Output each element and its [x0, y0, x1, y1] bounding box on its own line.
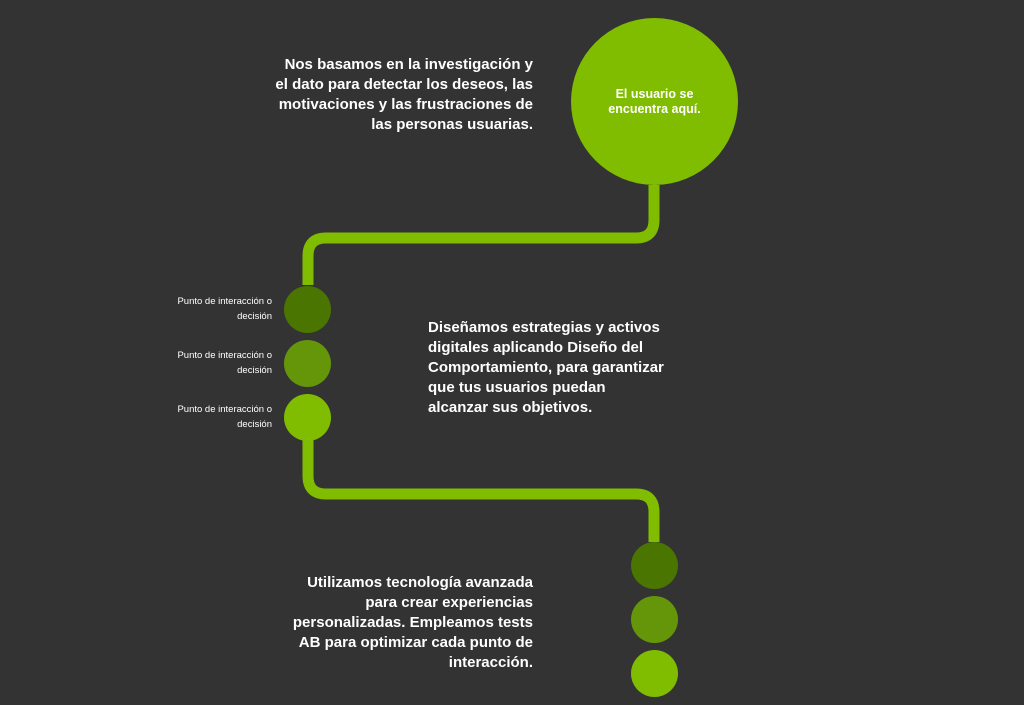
design-description: Diseñamos estrategias y activos digitales aplicando Diseño del Comportamiento, para garantizar que tus usuarios puedan alcanzar sus objetivos. — [428, 319, 664, 416]
path-segment-bottom — [308, 440, 654, 542]
interaction-point-label-1: Punto de interacción o decisión — [177, 296, 272, 322]
user-location-label: El usuario se encuentra aquí. — [608, 86, 701, 116]
optimization-dot-1 — [631, 542, 678, 589]
interaction-point-label-3: Punto de interacción o decisión — [177, 404, 272, 430]
optimization-dot-3 — [631, 650, 678, 697]
interaction-point-label-2: Punto de interacción o decisión — [177, 350, 272, 376]
research-description: Nos basamos en la investigación y el dato para detectar los deseos, las motivaciones y las frustraciones de las personas usuarias. — [275, 56, 533, 133]
optimization-dot-2 — [631, 596, 678, 643]
user-location-circle — [571, 18, 738, 185]
interaction-point-dot-2 — [284, 340, 331, 387]
path-segment-top — [308, 185, 654, 285]
interaction-point-dot-3 — [284, 394, 331, 441]
technology-description: Utilizamos tecnología avanzada para crear experiencias personalizadas. Empleamos tests AB para optimizar cada punto de interacción. — [292, 574, 533, 671]
interaction-point-dot-1 — [284, 286, 331, 333]
